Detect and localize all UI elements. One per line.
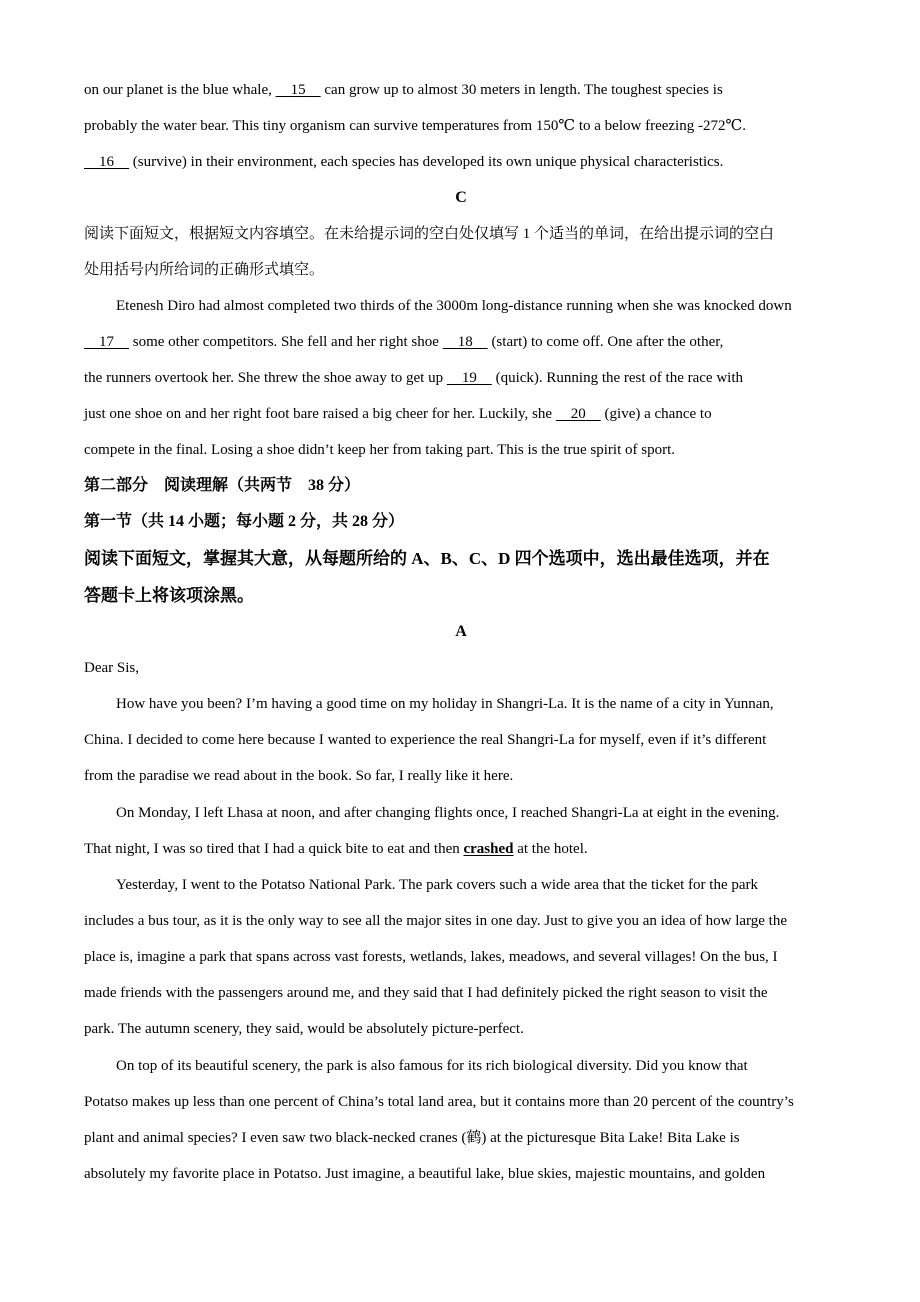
- passage-heading-a: A: [455, 623, 467, 640]
- text-run: (start) to come off. One after the other,: [487, 334, 724, 350]
- blank-16: 16: [99, 154, 114, 170]
- text-line: Etenesh Diro had almost completed two thirds of the 3000m long-distance running when she was knocked down: [116, 298, 792, 314]
- text-line: Yesterday, I went to the Potatso National Park. The park covers such a wide area that the ticket for the park: [116, 877, 759, 893]
- text-run: (give) a chance to: [600, 406, 712, 422]
- text-line: park. The autumn scenery, they said, would be absolutely picture-perfect.: [84, 1021, 524, 1037]
- instruction-line: 阅读下面短文，掌握其大意，从每题所给的 A、B、C、D 四个选项中，选出最佳选项，并在: [84, 549, 770, 568]
- text-line: [84, 404, 838, 424]
- blank-15: 15: [290, 82, 306, 98]
- text-line: [84, 368, 838, 388]
- blank-18: 18: [457, 334, 473, 350]
- text-run: just one shoe on and her right foot bare raised a big cheer for her. Luckily, she: [84, 406, 556, 422]
- highlighted-word: crashed: [463, 841, 514, 857]
- text-line: includes a bus tour, as it is the only way to see all the major sites in one day. Just to give you an idea of how large the: [84, 913, 788, 929]
- text-line: China. I decided to come here because I wanted to experience the real Shangri-La for myself, even if it’s different: [84, 732, 767, 748]
- text-line: plant and animal species? I even saw two black-necked cranes (鹤) at the picturesque Bita Lake! Bita Lake is: [84, 1130, 740, 1146]
- text-line: place is, imagine a park that spans across vast forests, wetlands, lakes, meadows, and several villages! On the bus, I: [84, 949, 778, 965]
- text-line: How have you been? I’m having a good time on my holiday in Shangri-La. It is the name of a city in Yunnan,: [116, 696, 774, 712]
- text-line: compete in the final. Losing a shoe didn’t keep her from taking part. This is the true spirit of sport.: [84, 442, 675, 458]
- text-line: [84, 152, 838, 172]
- instruction-line: 阅读下面短文，根据短文内容填空。在未给提示词的空白处仅填写 1 个适当的单词，在给出提示词的空白: [84, 226, 775, 242]
- section-title: 第一节（共 14 小题；每小题 2 分，共 28 分）: [84, 513, 405, 530]
- text-line: made friends with the passengers around me, and they said that I had definitely picked the right season to visit the: [84, 985, 768, 1001]
- text-run: can grow up to almost 30 meters in length. The toughest species is: [320, 82, 723, 98]
- text-line: On Monday, I left Lhasa at noon, and after changing flights once, I reached Shangri-La at eight in the evening.: [116, 805, 780, 821]
- text-line: [84, 80, 838, 100]
- blank-20: 20: [570, 406, 586, 422]
- text-run: on our planet is the blue whale,: [84, 82, 276, 98]
- text-line: absolutely my favorite place in Potatso. Just imagine, a beautiful lake, blue skies, majestic mountains, and golden: [84, 1166, 766, 1182]
- text-line: Potatso makes up less than one percent of China’s total land area, but it contains more than 20 percent of the country’s: [84, 1094, 794, 1110]
- instruction-line: 处用括号内所给词的正确形式填空。: [84, 262, 325, 278]
- part-title: 第二部分 阅读理解（共两节 38 分）: [84, 477, 361, 494]
- text-line: probably the water bear. This tiny organism can survive temperatures from 150℃ to a below freezing -272℃.: [84, 118, 746, 134]
- blank-19: 19: [461, 370, 477, 386]
- text-line: [84, 332, 838, 352]
- text-line: On top of its beautiful scenery, the park is also famous for its rich biological diversity. Did you know that: [116, 1058, 748, 1074]
- text-run: some other competitors. She fell and her right shoe: [129, 334, 443, 350]
- text-run: (survive) in their environment, each species has developed its own unique physical characteristics.: [129, 154, 724, 170]
- text-line: from the paradise we read about in the book. So far, I really like it here.: [84, 768, 514, 784]
- text-run: the runners overtook her. She threw the shoe away to get up: [84, 370, 447, 386]
- text-run: (quick). Running the rest of the race with: [491, 370, 744, 386]
- instruction-line: 答题卡上将该项涂黑。: [84, 586, 254, 605]
- section-heading-c: C: [455, 189, 467, 206]
- greeting: Dear Sis,: [84, 660, 139, 676]
- blank-17: 17: [99, 334, 114, 350]
- text-line: That night, I was so tired that I had a quick bite to eat and then crashed at the hotel.: [84, 841, 588, 857]
